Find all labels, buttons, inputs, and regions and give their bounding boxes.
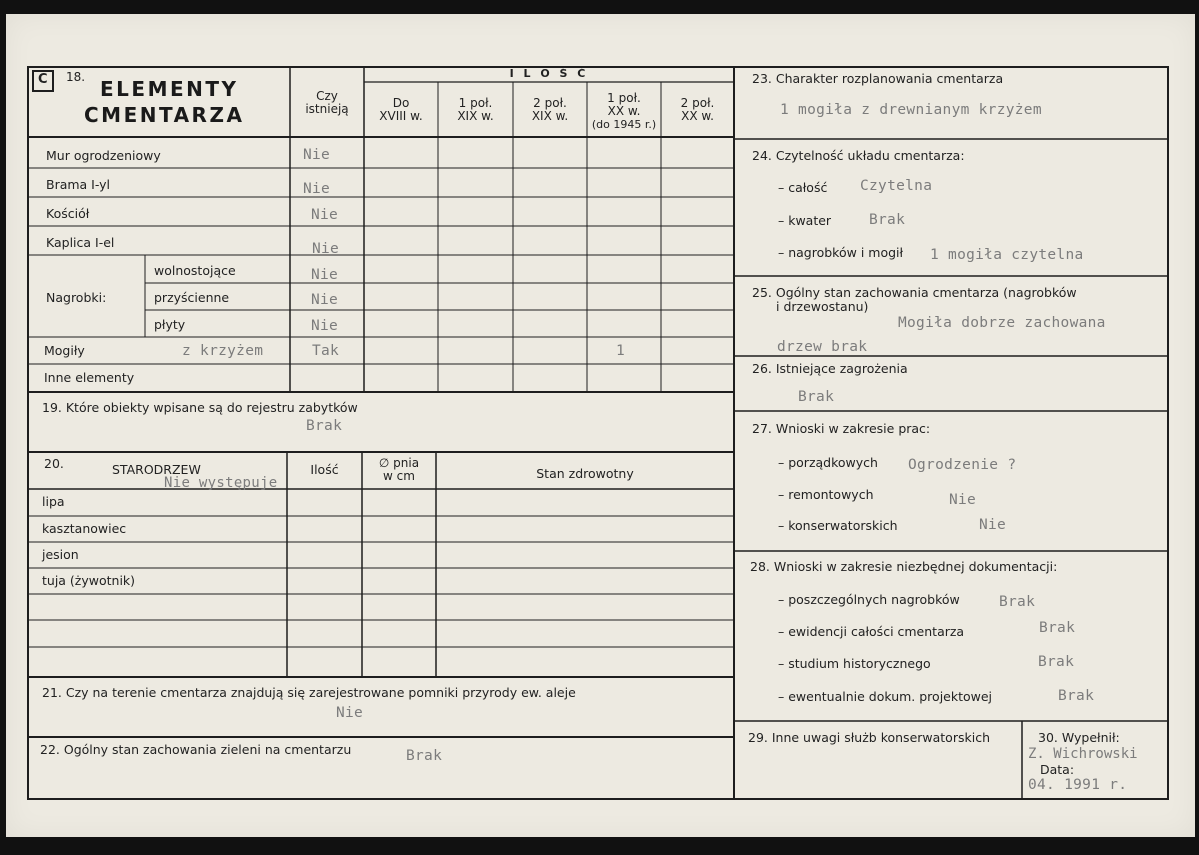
col-1-pol-xx: 1 poł. XX w. (do 1945 r.) — [591, 91, 657, 131]
q25-answer-line1: Mogiła dobrze zachowana — [898, 315, 1106, 331]
section-badge: C — [38, 72, 48, 87]
row-mogily-note: z krzyżem — [182, 343, 264, 359]
row-mogily-count-xx1: 1 — [616, 343, 626, 359]
q24-label: 24. Czytelność układu cmentarza: — [752, 148, 965, 163]
q27-label: 27. Wnioski w zakresie prac: — [752, 421, 931, 436]
q19-label: 19. Które obiekty wpisane są do rejestru zabytków — [42, 400, 358, 415]
q28-nagrobkow-label: – poszczególnych nagrobków — [778, 592, 960, 607]
tree-lipa: lipa — [42, 494, 65, 509]
q28-studium-answer: Brak — [1038, 654, 1075, 670]
row-kosciol-exists: Nie — [311, 207, 339, 223]
title-line1: ELEMENTY — [100, 77, 239, 101]
col-do-xviii: Do XVIII w. — [379, 96, 423, 123]
tree-kasztanowiec: kasztanowiec — [42, 521, 127, 536]
q28-nagrobkow-answer: Brak — [999, 594, 1036, 610]
row-mogily-exists: Tak — [312, 343, 340, 359]
row-wolnostojace-exists: Nie — [311, 267, 339, 283]
row-mogily-label: Mogiły — [44, 343, 85, 358]
col-2-pol-xix: 2 poł. XIX w. — [531, 96, 569, 123]
q27-remontowych-label: – remontowych — [778, 487, 874, 502]
q28-ewidencji-label: – ewidencji całości cmentarza — [778, 624, 965, 639]
col-czy-istnieja: Czy istnieją — [305, 89, 349, 116]
q24-kwater-label: – kwater — [778, 213, 832, 228]
row-kaplica-label: Kaplica I-el — [46, 235, 115, 250]
row-przyscienne-label: przyścienne — [154, 290, 230, 305]
q23-label: 23. Charakter rozplanowania cmentarza — [752, 71, 1004, 86]
row-nagrobki-label: Nagrobki: — [46, 290, 107, 305]
q29-label: 29. Inne uwagi służb konserwatorskich — [748, 730, 990, 745]
title-line2: CMENTARZA — [84, 103, 245, 127]
row-przyscienne-exists: Nie — [311, 292, 339, 308]
q25-label-line2: i drzewostanu) — [776, 299, 869, 314]
q20-number: 20. — [44, 456, 64, 471]
q27-porzadkowych-answer: Ogrodzenie ? — [908, 457, 1017, 473]
q26-label: 26. Istniejące zagrożenia — [752, 361, 908, 376]
q24-nagrobkow-answer: 1 mogiła czytelna — [930, 247, 1084, 263]
q30-date: 04. 1991 r. — [1028, 777, 1128, 793]
q30-name: Z. Wichrowski — [1028, 746, 1138, 762]
q27-remontowych-answer: Nie — [949, 492, 977, 508]
q27-konserwatorskich-answer: Nie — [979, 517, 1007, 533]
row-plyty-label: płyty — [154, 317, 186, 332]
q26-answer: Brak — [798, 389, 835, 405]
q28-ewidencji-answer: Brak — [1039, 620, 1076, 636]
q20-col-pnia: ∅ pnia w cm — [378, 456, 420, 483]
q25-label-line1: 25. Ogólny stan zachowania cmentarza (nagrobków — [752, 285, 1077, 300]
q22-answer: Brak — [406, 748, 443, 764]
row-brama-label: Brama I-yl — [46, 177, 111, 192]
q28-projektowej-answer: Brak — [1058, 688, 1095, 704]
col-1-pol-xix: 1 poł. XIX w. — [457, 96, 494, 123]
ilosc-header: I L O Ś Ć — [509, 67, 589, 80]
col-2-pol-xx: 2 poł. XX w. — [680, 96, 715, 123]
row-mur-label: Mur ogrodzeniowy — [46, 148, 161, 163]
q24-nagrobkow-label: – nagrobków i mogił — [778, 245, 904, 260]
q21-label: 21. Czy na terenie cmentarza znajdują się zarejestrowane pomniki przyrody ew. aleje — [42, 685, 576, 700]
q25-answer-line2: drzew brak — [777, 339, 868, 355]
q28-label: 28. Wnioski w zakresie niezbędnej dokumentacji: — [750, 559, 1058, 574]
row-kosciol-label: Kościół — [46, 206, 90, 221]
row-mur-exists: Nie — [303, 147, 331, 163]
q27-porzadkowych-label: – porządkowych — [778, 455, 878, 470]
q24-kwater-answer: Brak — [869, 212, 906, 228]
tree-tuja: tuja (żywotnik) — [42, 573, 136, 588]
row-kaplica-exists: Nie — [312, 241, 340, 257]
row-inne-label: Inne elementy — [44, 370, 135, 385]
q24-calosc-label: – całość — [778, 180, 828, 195]
q21-answer: Nie — [336, 705, 364, 721]
q20-title: STARODRZEW — [112, 462, 201, 477]
q27-konserwatorskich-label: – konserwatorskich — [778, 518, 898, 533]
q23-answer: 1 mogiła z drewnianym krzyżem — [780, 102, 1042, 118]
q30-label: 30. Wypełnił: — [1038, 730, 1120, 745]
section-number: 18. — [66, 70, 86, 84]
row-wolnostojace-label: wolnostojące — [154, 263, 236, 278]
q30-date-label: Data: — [1040, 762, 1075, 777]
row-plyty-exists: Nie — [311, 318, 339, 334]
q20-col-ilosc: Ilość — [310, 462, 339, 477]
q28-studium-label: – studium historycznego — [778, 656, 931, 671]
q22-label: 22. Ogólny stan zachowania zieleni na cmentarzu — [40, 742, 352, 757]
q24-calosc-answer: Czytelna — [860, 178, 933, 194]
q20-answer: Nie występuje — [164, 475, 278, 491]
row-brama-exists: Nie — [303, 181, 331, 197]
q20-col-stan: Stan zdrowotny — [536, 466, 634, 481]
q28-projektowej-label: – ewentualnie dokum. projektowej — [778, 689, 993, 704]
q19-answer: Brak — [306, 418, 343, 434]
tree-jesion: jesion — [42, 547, 79, 562]
